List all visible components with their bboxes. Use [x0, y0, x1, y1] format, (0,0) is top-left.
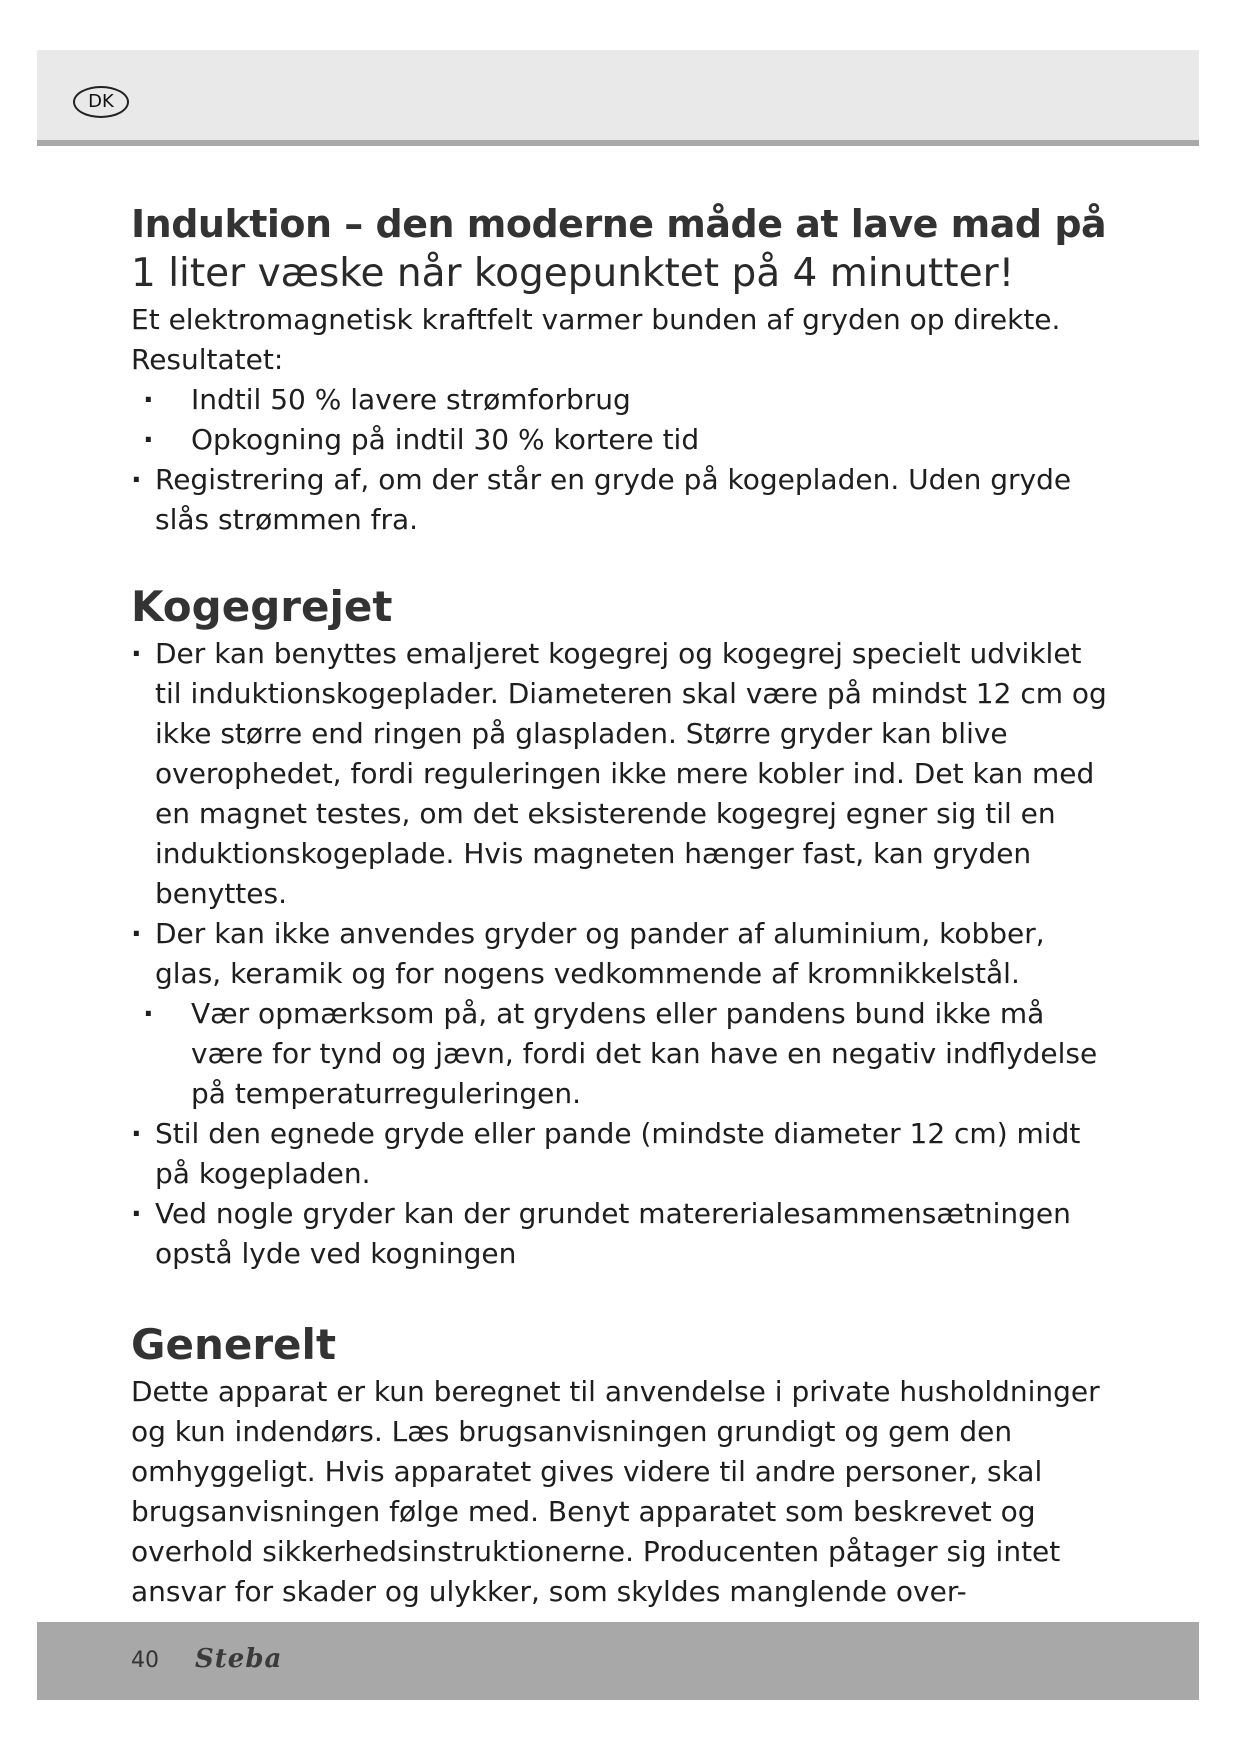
section-title-generelt: Generelt: [131, 1320, 337, 1369]
section-subtitle: 1 liter væske når kogepunktet på 4 minutter!: [131, 251, 1015, 296]
language-badge: DK: [73, 86, 129, 118]
intro-paragraph: Et elektromagnetisk kraftfelt varmer bunden af gryden op direkte. Resultatet:: [131, 303, 1061, 376]
list-item: · Vær opmærksom på, at grydens eller pandens bund ikke må være for tynd og jævn, fordi det kan have en negativ indflydelse på temperaturreguleringen.: [131, 994, 1111, 1114]
list-item: · Indtil 50 % lavere strømforbrug: [131, 380, 1111, 420]
list-item: · Ved nogle gryder kan der grundet matererialesammensætningen opstå lyde ved kogningen: [131, 1194, 1111, 1274]
list-item: · Stil den egnede gryde eller pande (mindste diameter 12 cm) midt på kogepladen.: [131, 1114, 1111, 1194]
list-item: · Der kan ikke anvendes gryder og pander af aluminium, kobber, glas, keramik og for nogens vedkommende af kromnikkelstål.: [131, 914, 1111, 994]
cookware-list: [131, 634, 1111, 1274]
benefits-list: [131, 380, 1111, 540]
footer-bar: [37, 1622, 1199, 1700]
page-number: 40: [131, 1648, 159, 1673]
list-item: · Opkogning på indtil 30 % kortere tid: [131, 420, 1111, 460]
brand-logo: Steba: [195, 1644, 283, 1674]
page-content: [131, 200, 1111, 1612]
section-title-kogegrejet: Kogegrejet: [131, 582, 393, 631]
list-item: · Der kan benyttes emaljeret kogegrej og kogegrej specielt udviklet til induktionskogeplader. Diameteren skal være på mindst 12 cm og ikke større end ringen på glaspladen. Større gryder kan blive overophedet, fordi reguleringen ikke mere kobler ind. Det kan med en magnet testes, om det eksisterende kogegrej egner sig til en induktionskogeplade. Hvis magneten hænger fast, kan gryden benyttes.: [131, 634, 1111, 914]
header-bar: [37, 50, 1199, 146]
section-title-induktion: Induktion – den moderne måde at lave mad på: [131, 202, 1107, 246]
general-paragraph: Dette apparat er kun beregnet til anvendelse i private husholdninger og kun indendørs. Læs brugsanvisningen grundigt og gem den omhyggeligt. Hvis apparatet gives videre til andre personer, skal brugsanvisningen følge med. Benyt apparatet som beskrevet og overhold sikkerhedsinstruktionerne. Producenten påtager sig intet ansvar for skader og ulykker, som skyldes manglende over-: [131, 1375, 1100, 1608]
list-item: · Registrering af, om der står en gryde på kogepladen. Uden gryde slås strømmen fra.: [131, 460, 1111, 540]
